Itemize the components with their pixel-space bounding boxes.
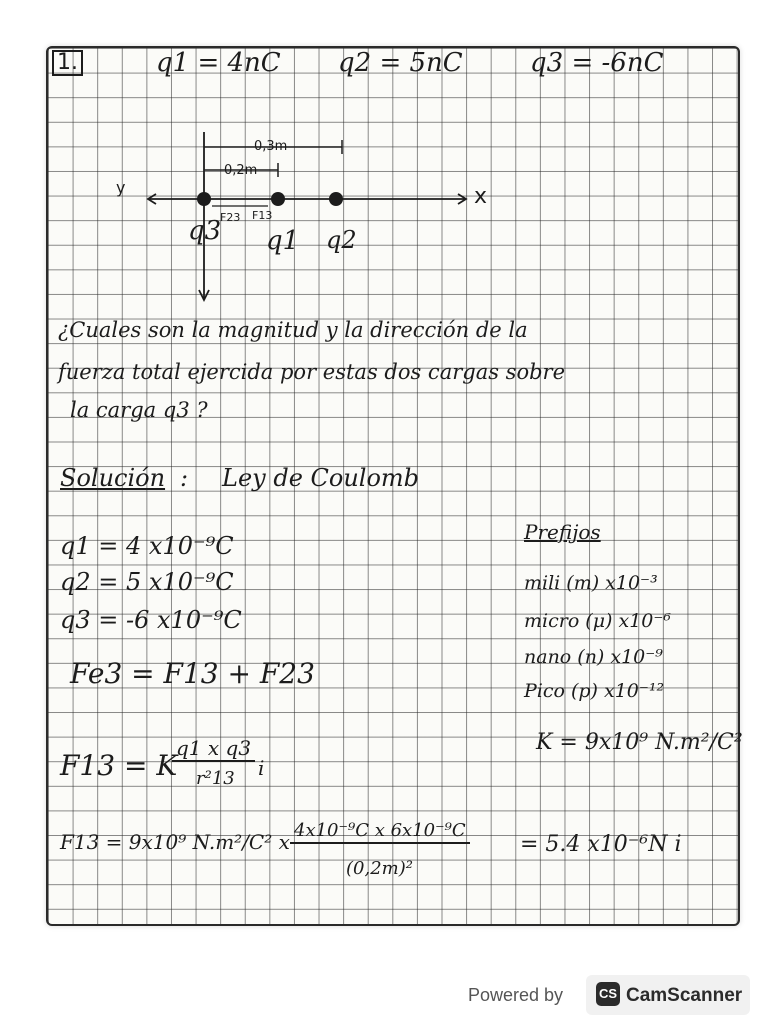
equation-f13-expanded-numerator: 4x10⁻⁹C x 6x10⁻⁹C xyxy=(290,822,470,844)
coulomb-constant: K = 9x10⁹ N.m²/C² xyxy=(536,730,743,755)
question-line-2: fuerza total ejercida por estas dos cargas sobre xyxy=(58,360,565,384)
prefix-pico: Pico (p) x10⁻¹² xyxy=(524,680,665,702)
x-axis-label: x xyxy=(474,184,488,209)
charge-q2-header: q2 = 5nC xyxy=(338,48,463,78)
equation-f13-denominator: r²13 xyxy=(196,768,235,789)
charge-q3-header: q3 = -6nC xyxy=(530,48,664,78)
prefixes-title: Prefijos xyxy=(524,520,601,544)
equation-total-force: Fe3 = F13 + F23 xyxy=(70,657,315,690)
distance-02-label: 0,2m xyxy=(224,163,258,178)
solution-separator: : xyxy=(180,464,189,492)
equation-q3: q3 = -6 x10⁻⁹C xyxy=(60,606,242,634)
question-line-1: ¿Cuales son la magnitud y la dirección de la xyxy=(58,318,528,342)
equation-q1: q1 = 4 x10⁻⁹C xyxy=(60,532,234,560)
charge-q1-dot xyxy=(271,192,285,206)
equation-q2: q2 = 5 x10⁻⁹C xyxy=(60,568,234,596)
prefix-micro: micro (μ) x10⁻⁶ xyxy=(524,610,672,632)
solution-method: Ley de Coulomb xyxy=(222,464,420,492)
y-axis-label: y xyxy=(116,178,126,197)
distance-03-label: 0,3m xyxy=(254,139,288,154)
problem-number: 1. xyxy=(52,50,83,76)
charge-q1-header: q1 = 4nC xyxy=(156,48,281,78)
camscanner-brand-name: CamScanner xyxy=(626,985,743,1006)
camscanner-logo-icon: CS xyxy=(596,982,620,1006)
diagram-label-q2: q2 xyxy=(326,226,357,254)
equation-f13-expanded-denominator: (0,2m)² xyxy=(346,858,413,879)
charge-q2-dot xyxy=(329,192,343,206)
diagram-label-q3: q3 xyxy=(188,216,222,246)
prefix-nano: nano (n) x10⁻⁹ xyxy=(524,646,663,668)
charge-q3-dot xyxy=(197,192,211,206)
equation-f13-result: = 5.4 x10⁻⁶N i xyxy=(520,832,682,857)
equation-f13-numerator: q1 x q3 xyxy=(172,738,255,762)
prefix-mili: mili (m) x10⁻³ xyxy=(524,572,658,594)
equation-f13-lhs: F13 = K xyxy=(60,749,178,782)
diagram-label-f23: F23 xyxy=(220,211,241,224)
equation-f13-unit: i xyxy=(258,756,265,780)
diagram-label-q1: q1 xyxy=(266,226,300,256)
question-line-3: la carga q3 ? xyxy=(70,398,208,422)
equation-f13-expanded-lhs: F13 = 9x10⁹ N.m²/C² x xyxy=(60,830,290,854)
solution-heading: Solución xyxy=(60,464,166,492)
powered-by-text: Powered by xyxy=(468,985,564,1005)
diagram-label-f13: F13 xyxy=(252,209,273,222)
